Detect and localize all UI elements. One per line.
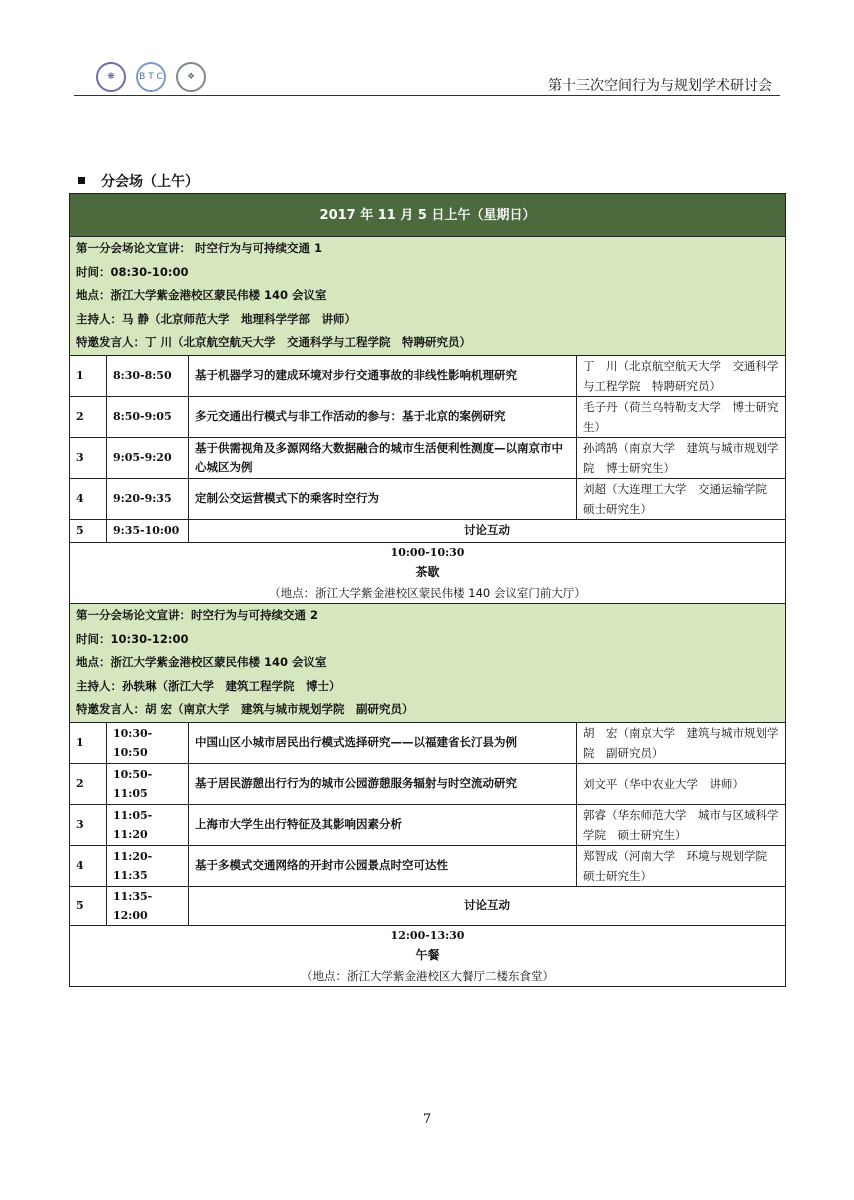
talk-row bbox=[70, 355, 786, 396]
talk-number: 1 bbox=[70, 722, 107, 763]
break-location: （地点：浙江大学紫金港校区蒙民伟楼 140 会议室门前大厅） bbox=[269, 585, 586, 600]
talk-number: 2 bbox=[70, 396, 107, 437]
talk-row bbox=[70, 845, 786, 886]
talk-row bbox=[70, 437, 786, 478]
session-title: 第一分会场论文宣讲：时空行为与可持续交通 2 bbox=[76, 607, 319, 622]
talk-time: 8:30-8:50 bbox=[107, 355, 189, 396]
talk-row bbox=[70, 722, 786, 763]
talk-number: 4 bbox=[70, 478, 107, 519]
talk-time: 9:05-9:20 bbox=[107, 437, 189, 478]
talk-author: 孙鸿鹄（南京大学 建筑与城市规划学院 博士研究生） bbox=[577, 437, 786, 478]
talk-time: 8:50-9:05 bbox=[107, 396, 189, 437]
talk-row bbox=[70, 804, 786, 845]
talk-title: 多元交通出行模式与非工作活动的参与：基于北京的案例研究 bbox=[189, 396, 577, 437]
session-info-row bbox=[70, 237, 786, 356]
talk-time: 11:05-11:20 bbox=[107, 804, 189, 845]
break-cell bbox=[70, 925, 786, 986]
header-divider bbox=[74, 95, 780, 96]
session-location: 地点：浙江大学紫金港校区蒙民伟楼 140 会议室 bbox=[76, 288, 327, 303]
section-title-text: 分会场（上午） bbox=[101, 174, 199, 190]
break-time: 12:00-13:30 bbox=[390, 928, 465, 942]
talk-title: 基于居民游憩出行行为的城市公园游憩服务辐射与时空流动研究 bbox=[189, 763, 577, 804]
day-header-row bbox=[70, 194, 786, 237]
discussion-row bbox=[70, 886, 786, 925]
session-title: 第一分会场论文宣讲： 时空行为与可持续交通 1 bbox=[76, 241, 323, 255]
session-host: 主持人：孙轶琳（浙江大学 建筑工程学院 博士） bbox=[76, 678, 341, 693]
talk-author: 胡 宏（南京大学 建筑与城市规划学院 副研究员） bbox=[577, 722, 786, 763]
session-time: 时间：08:30-10:00 bbox=[76, 264, 189, 279]
discussion-number: 5 bbox=[70, 886, 107, 925]
break-location: （地点：浙江大学紫金港校区大餐厅二楼东食堂） bbox=[301, 968, 554, 983]
talk-author: 丁 川（北京航空航天大学 交通科学与工程学院 特聘研究员） bbox=[577, 355, 786, 396]
section-title bbox=[78, 171, 199, 191]
session-location: 地点：浙江大学紫金港校区蒙民伟楼 140 会议室 bbox=[76, 655, 327, 670]
break-name: 午餐 bbox=[415, 947, 440, 962]
talk-number: 3 bbox=[70, 437, 107, 478]
talk-title: 基于机器学习的建成环境对步行交通事故的非线性影响机理研究 bbox=[189, 355, 577, 396]
talk-row bbox=[70, 478, 786, 519]
talk-time: 9:20-9:35 bbox=[107, 478, 189, 519]
talk-time: 10:50-11:05 bbox=[107, 763, 189, 804]
discussion-label: 讨论互动 bbox=[189, 519, 786, 542]
break-cell bbox=[70, 542, 786, 603]
program-table bbox=[69, 193, 786, 987]
discussion-number: 5 bbox=[70, 519, 107, 542]
session-info-row bbox=[70, 603, 786, 722]
page-number: 7 bbox=[422, 1112, 432, 1127]
header-logos bbox=[96, 60, 206, 94]
talk-title: 基于多模式交通网络的开封市公园景点时空可达性 bbox=[189, 845, 577, 886]
talk-title: 上海市大学生出行特征及其影响因素分析 bbox=[189, 804, 577, 845]
talk-number: 4 bbox=[70, 845, 107, 886]
university-emblem-icon-2: ❖ bbox=[176, 62, 206, 92]
break-time: 10:00-10:30 bbox=[390, 545, 465, 559]
session-info bbox=[70, 237, 786, 356]
talk-author: 刘超（大连理工大学 交通运输学院 硕士研究生） bbox=[577, 478, 786, 519]
talk-row bbox=[70, 396, 786, 437]
talk-time: 11:20-11:35 bbox=[107, 845, 189, 886]
break-row bbox=[70, 925, 786, 986]
day-header: 2017 年 11 月 5 日上午（星期日） bbox=[70, 194, 786, 237]
break-row bbox=[70, 542, 786, 603]
break-name: 茶歇 bbox=[415, 564, 440, 579]
btc-emblem-text: B T C bbox=[139, 72, 163, 82]
talk-author: 郭睿（华东师范大学 城市与区域科学学院 硕士研究生） bbox=[577, 804, 786, 845]
talk-title: 基于供需视角及多源网络大数据融合的城市生活便利性测度—以南京市中心城区为例 bbox=[189, 437, 577, 478]
discussion-time: 9:35-10:00 bbox=[107, 519, 189, 542]
discussion-time: 11:35-12:00 bbox=[107, 886, 189, 925]
session-host: 主持人：马 静（北京师范大学 地理科学学部 讲师） bbox=[76, 311, 357, 326]
square-bullet-icon bbox=[78, 177, 85, 184]
talk-author: 毛子丹（荷兰乌特勒支大学 博士研究生） bbox=[577, 396, 786, 437]
talk-number: 1 bbox=[70, 355, 107, 396]
discussion-label: 讨论互动 bbox=[189, 886, 786, 925]
talk-author: 郑智成（河南大学 环境与规划学院 硕士研究生） bbox=[577, 845, 786, 886]
talk-time: 10:30-10:50 bbox=[107, 722, 189, 763]
university-emblem-icon-1: ❋ bbox=[96, 62, 126, 92]
conference-title: 第十三次空间行为与规划学术研讨会 bbox=[548, 78, 772, 94]
talk-number: 2 bbox=[70, 763, 107, 804]
talk-author: 刘文平（华中农业大学 讲师） bbox=[577, 763, 786, 804]
talk-title: 定制公交运营模式下的乘客时空行为 bbox=[189, 478, 577, 519]
discussion-row bbox=[70, 519, 786, 542]
session-invited-speaker: 特邀发言人：丁 川（北京航空航天大学 交通科学与工程学院 特聘研究员） bbox=[76, 335, 471, 350]
talk-title: 中国山区小城市居民出行模式选择研究——以福建省长汀县为例 bbox=[189, 722, 577, 763]
talk-number: 3 bbox=[70, 804, 107, 845]
session-invited-speaker: 特邀发言人：胡 宏（南京大学 建筑与城市规划学院 副研究员） bbox=[76, 702, 414, 717]
session-time: 时间：10:30-12:00 bbox=[76, 631, 189, 646]
talk-row bbox=[70, 763, 786, 804]
session-info bbox=[70, 603, 786, 722]
btc-emblem-icon bbox=[136, 62, 166, 92]
